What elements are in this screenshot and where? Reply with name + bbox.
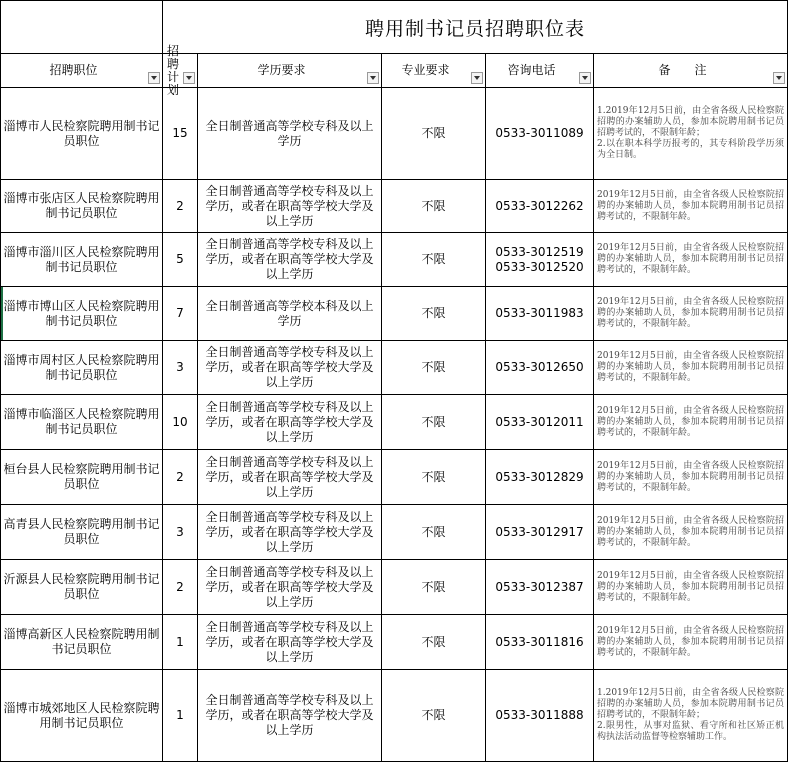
cell-education[interactable]: 全日制普通高等学校专科及以上学历，或者在职高等学校大学及以上学历	[198, 505, 382, 560]
header-education[interactable]	[198, 54, 382, 88]
cell-notes[interactable]	[594, 88, 788, 180]
cell-notes[interactable]	[594, 505, 788, 560]
table-row	[1, 233, 788, 287]
cell-phone[interactable]	[486, 505, 594, 560]
cell-notes[interactable]	[594, 395, 788, 450]
phone-number: 0533-3012650	[495, 360, 584, 374]
table-row	[1, 287, 788, 341]
table-row	[1, 341, 788, 395]
cell-phone[interactable]	[486, 341, 594, 395]
phone-number: 0533-3011816	[495, 634, 584, 649]
cell-major[interactable]: 不限	[382, 233, 486, 287]
cell-phone[interactable]	[486, 88, 594, 180]
cell-notes[interactable]	[594, 341, 788, 395]
notes-text: 2019年12月5日前，由全省各级人民检察院招聘的办案辅助人员，参加本院聘用制书记员招聘考试的，不限制年龄。	[597, 460, 784, 493]
header-education-label: 学历要求	[257, 63, 306, 77]
filter-dropdown-icon[interactable]	[773, 72, 785, 84]
cell-phone[interactable]	[486, 395, 594, 450]
notes-text: 1.2019年12月5日前，由全省各级人民检察院招聘的办案辅助人员，参加本院聘用制书记员招聘考试的，不限制年龄； 2.限男性，从事对监狱、看守所和社区矫正机构执法活动监督等检察辅助工作。	[597, 688, 784, 742]
notes-text: 2019年12月5日前，由全省各级人民检察院招聘的办案辅助人员，参加本院聘用制书记员招聘考试的，不限制年龄。	[597, 625, 784, 658]
header-notes[interactable]	[594, 54, 788, 88]
cell-count[interactable]: 5	[163, 233, 198, 287]
cell-education[interactable]: 全日制普通高等学校专科及以上学历	[198, 88, 382, 180]
cell-count[interactable]: 2	[163, 180, 198, 233]
cell-education[interactable]: 全日制普通高等学校本科及以上学历	[198, 287, 382, 341]
cell-major[interactable]: 不限	[382, 505, 486, 560]
phone-number-secondary: 0533-3012520	[495, 259, 584, 274]
filter-dropdown-icon[interactable]	[148, 72, 160, 84]
header-major[interactable]	[382, 54, 486, 88]
cell-count[interactable]: 2	[163, 560, 198, 615]
cell-position[interactable]: 桓台县人民检察院聘用制书记员职位	[1, 450, 163, 505]
cell-count[interactable]: 15	[163, 88, 198, 180]
cell-major[interactable]: 不限	[382, 615, 486, 670]
cell-major[interactable]: 不限	[382, 180, 486, 233]
cell-position[interactable]: 淄博市临淄区人民检察院聘用制书记员职位	[1, 395, 163, 450]
notes-text: 2019年12月5日前，由全省各级人民检察院招聘的办案辅助人员，参加本院聘用制书记员招聘考试的，不限制年龄。	[597, 570, 784, 603]
cell-position[interactable]: 高青县人民检察院聘用制书记员职位	[1, 505, 163, 560]
page-title[interactable]: 聘用制书记员招聘职位表	[163, 1, 788, 54]
cell-notes[interactable]	[594, 560, 788, 615]
title-left-blank[interactable]	[1, 1, 163, 54]
phone-number: 0533-3011983	[495, 306, 584, 320]
phone-number: 0533-3011888	[495, 708, 584, 722]
filter-dropdown-icon[interactable]	[471, 72, 483, 84]
cell-count[interactable]: 10	[163, 395, 198, 450]
cell-education[interactable]: 全日制普通高等学校专科及以上学历，或者在职高等学校大学及以上学历	[198, 670, 382, 762]
phone-number: 0533-3012519	[495, 244, 584, 259]
header-count-label: 招聘计划	[166, 43, 179, 97]
cell-phone[interactable]	[486, 615, 594, 670]
table-row	[1, 88, 788, 180]
cell-education[interactable]: 全日制普通高等学校专科及以上学历，或者在职高等学校大学及以上学历	[198, 395, 382, 450]
cell-position[interactable]: 淄博市周村区人民检察院聘用制书记员职位	[1, 341, 163, 395]
cell-education[interactable]: 全日制普通高等学校专科及以上学历，或者在职高等学校大学及以上学历	[198, 615, 382, 670]
cell-education[interactable]: 全日制普通高等学校专科及以上学历，或者在职高等学校大学及以上学历	[198, 450, 382, 505]
cell-phone[interactable]	[486, 180, 594, 233]
phone-number: 0533-3012917	[495, 524, 584, 539]
table-row	[1, 395, 788, 450]
cell-phone[interactable]	[486, 450, 594, 505]
cell-position[interactable]: 淄博市张店区人民检察院聘用制书记员职位	[1, 180, 163, 233]
header-position-label: 招聘职位	[49, 63, 98, 77]
phone-number: 0533-3012011	[495, 414, 584, 429]
notes-text: 2019年12月5日前，由全省各级人民检察院招聘的办案辅助人员，参加本院聘用制书记员招聘考试的，不限制年龄。	[597, 243, 784, 275]
cell-major[interactable]: 不限	[382, 88, 486, 180]
phone-number: 0533-3012262	[495, 198, 584, 213]
cell-count[interactable]: 1	[163, 615, 198, 670]
notes-text: 1.2019年12月5日前，由全省各级人民检察院招聘的办案辅助人员，参加本院聘用制书记员招聘考试的，不限制年龄； 2.以在职本科学历报考的，其专科阶段学历须为全日制。	[597, 106, 784, 160]
cell-major[interactable]: 不限	[382, 341, 486, 395]
header-notes-label: 备 注	[658, 63, 707, 77]
notes-text: 2019年12月5日前，由全省各级人民检察院招聘的办案辅助人员，参加本院聘用制书记员招聘考试的，不限制年龄。	[597, 351, 784, 383]
cell-major[interactable]: 不限	[382, 395, 486, 450]
table-row	[1, 450, 788, 505]
cell-notes[interactable]	[594, 233, 788, 287]
header-count[interactable]	[163, 43, 198, 97]
cell-major[interactable]: 不限	[382, 670, 486, 762]
cell-major[interactable]: 不限	[382, 560, 486, 615]
cell-position[interactable]: 淄博市人民检察院聘用制书记员职位	[1, 88, 163, 180]
header-phone-label: 咨询电话	[507, 63, 556, 77]
notes-text: 2019年12月5日前，由全省各级人民检察院招聘的办案辅助人员，参加本院聘用制书记员招聘考试的，不限制年龄。	[597, 515, 784, 548]
cell-position[interactable]: 淄博高新区人民检察院聘用制书记员职位	[1, 615, 163, 670]
cell-major[interactable]: 不限	[382, 287, 486, 341]
header-position[interactable]	[1, 54, 163, 88]
cell-count[interactable]: 1	[163, 670, 198, 762]
cell-count[interactable]: 3	[163, 505, 198, 560]
filter-dropdown-icon[interactable]	[367, 72, 379, 84]
cell-count[interactable]: 7	[163, 287, 198, 341]
notes-text: 2019年12月5日前，由全省各级人民检察院招聘的办案辅助人员，参加本院聘用制书记员招聘考试的，不限制年龄。	[597, 189, 784, 222]
table-body	[1, 88, 788, 762]
notes-text: 2019年12月5日前，由全省各级人民检察院招聘的办案辅助人员，参加本院聘用制书记员招聘考试的，不限制年龄。	[597, 297, 784, 329]
phone-number: 0533-3012387	[495, 579, 584, 594]
cell-phone[interactable]	[486, 233, 594, 287]
notes-text: 2019年12月5日前，由全省各级人民检察院招聘的办案辅助人员，参加本院聘用制书记员招聘考试的，不限制年龄。	[597, 405, 784, 438]
cell-notes[interactable]	[594, 670, 788, 762]
cell-position[interactable]: 淄博市淄川区人民检察院聘用制书记员职位	[1, 233, 163, 287]
header-phone[interactable]	[486, 54, 594, 88]
cell-position[interactable]: 淄博市博山区人民检察院聘用制书记员职位	[1, 287, 163, 341]
cell-notes[interactable]	[594, 450, 788, 505]
cell-position[interactable]: 沂源县人民检察院聘用制书记员职位	[1, 560, 163, 615]
filter-dropdown-icon[interactable]	[579, 72, 591, 84]
cell-count[interactable]: 2	[163, 450, 198, 505]
cell-count[interactable]: 3	[163, 341, 198, 395]
cell-major[interactable]: 不限	[382, 450, 486, 505]
cell-education[interactable]: 全日制普通高等学校专科及以上学历，或者在职高等学校大学及以上学历	[198, 341, 382, 395]
table-row	[1, 505, 788, 560]
cell-phone[interactable]	[486, 560, 594, 615]
cell-position[interactable]: 淄博市城郊地区人民检察院聘用制书记员职位	[1, 670, 163, 762]
cell-education[interactable]: 全日制普通高等学校专科及以上学历，或者在职高等学校大学及以上学历	[198, 180, 382, 233]
table-row	[1, 670, 788, 762]
cell-notes[interactable]	[594, 615, 788, 670]
table-row	[1, 180, 788, 233]
phone-number: 0533-3012829	[495, 469, 584, 484]
cell-notes[interactable]	[594, 180, 788, 233]
cell-phone[interactable]	[486, 287, 594, 341]
phone-number: 0533-3011089	[495, 126, 584, 140]
cell-education[interactable]: 全日制普通高等学校专科及以上学历，或者在职高等学校大学及以上学历	[198, 233, 382, 287]
filter-dropdown-icon[interactable]	[183, 72, 195, 84]
table-row	[1, 615, 788, 670]
cell-notes[interactable]	[594, 287, 788, 341]
header-major-label: 专业要求	[401, 63, 450, 77]
table-row	[1, 560, 788, 615]
cell-education[interactable]: 全日制普通高等学校专科及以上学历，或者在职高等学校大学及以上学历	[198, 560, 382, 615]
cell-phone[interactable]	[486, 670, 594, 762]
